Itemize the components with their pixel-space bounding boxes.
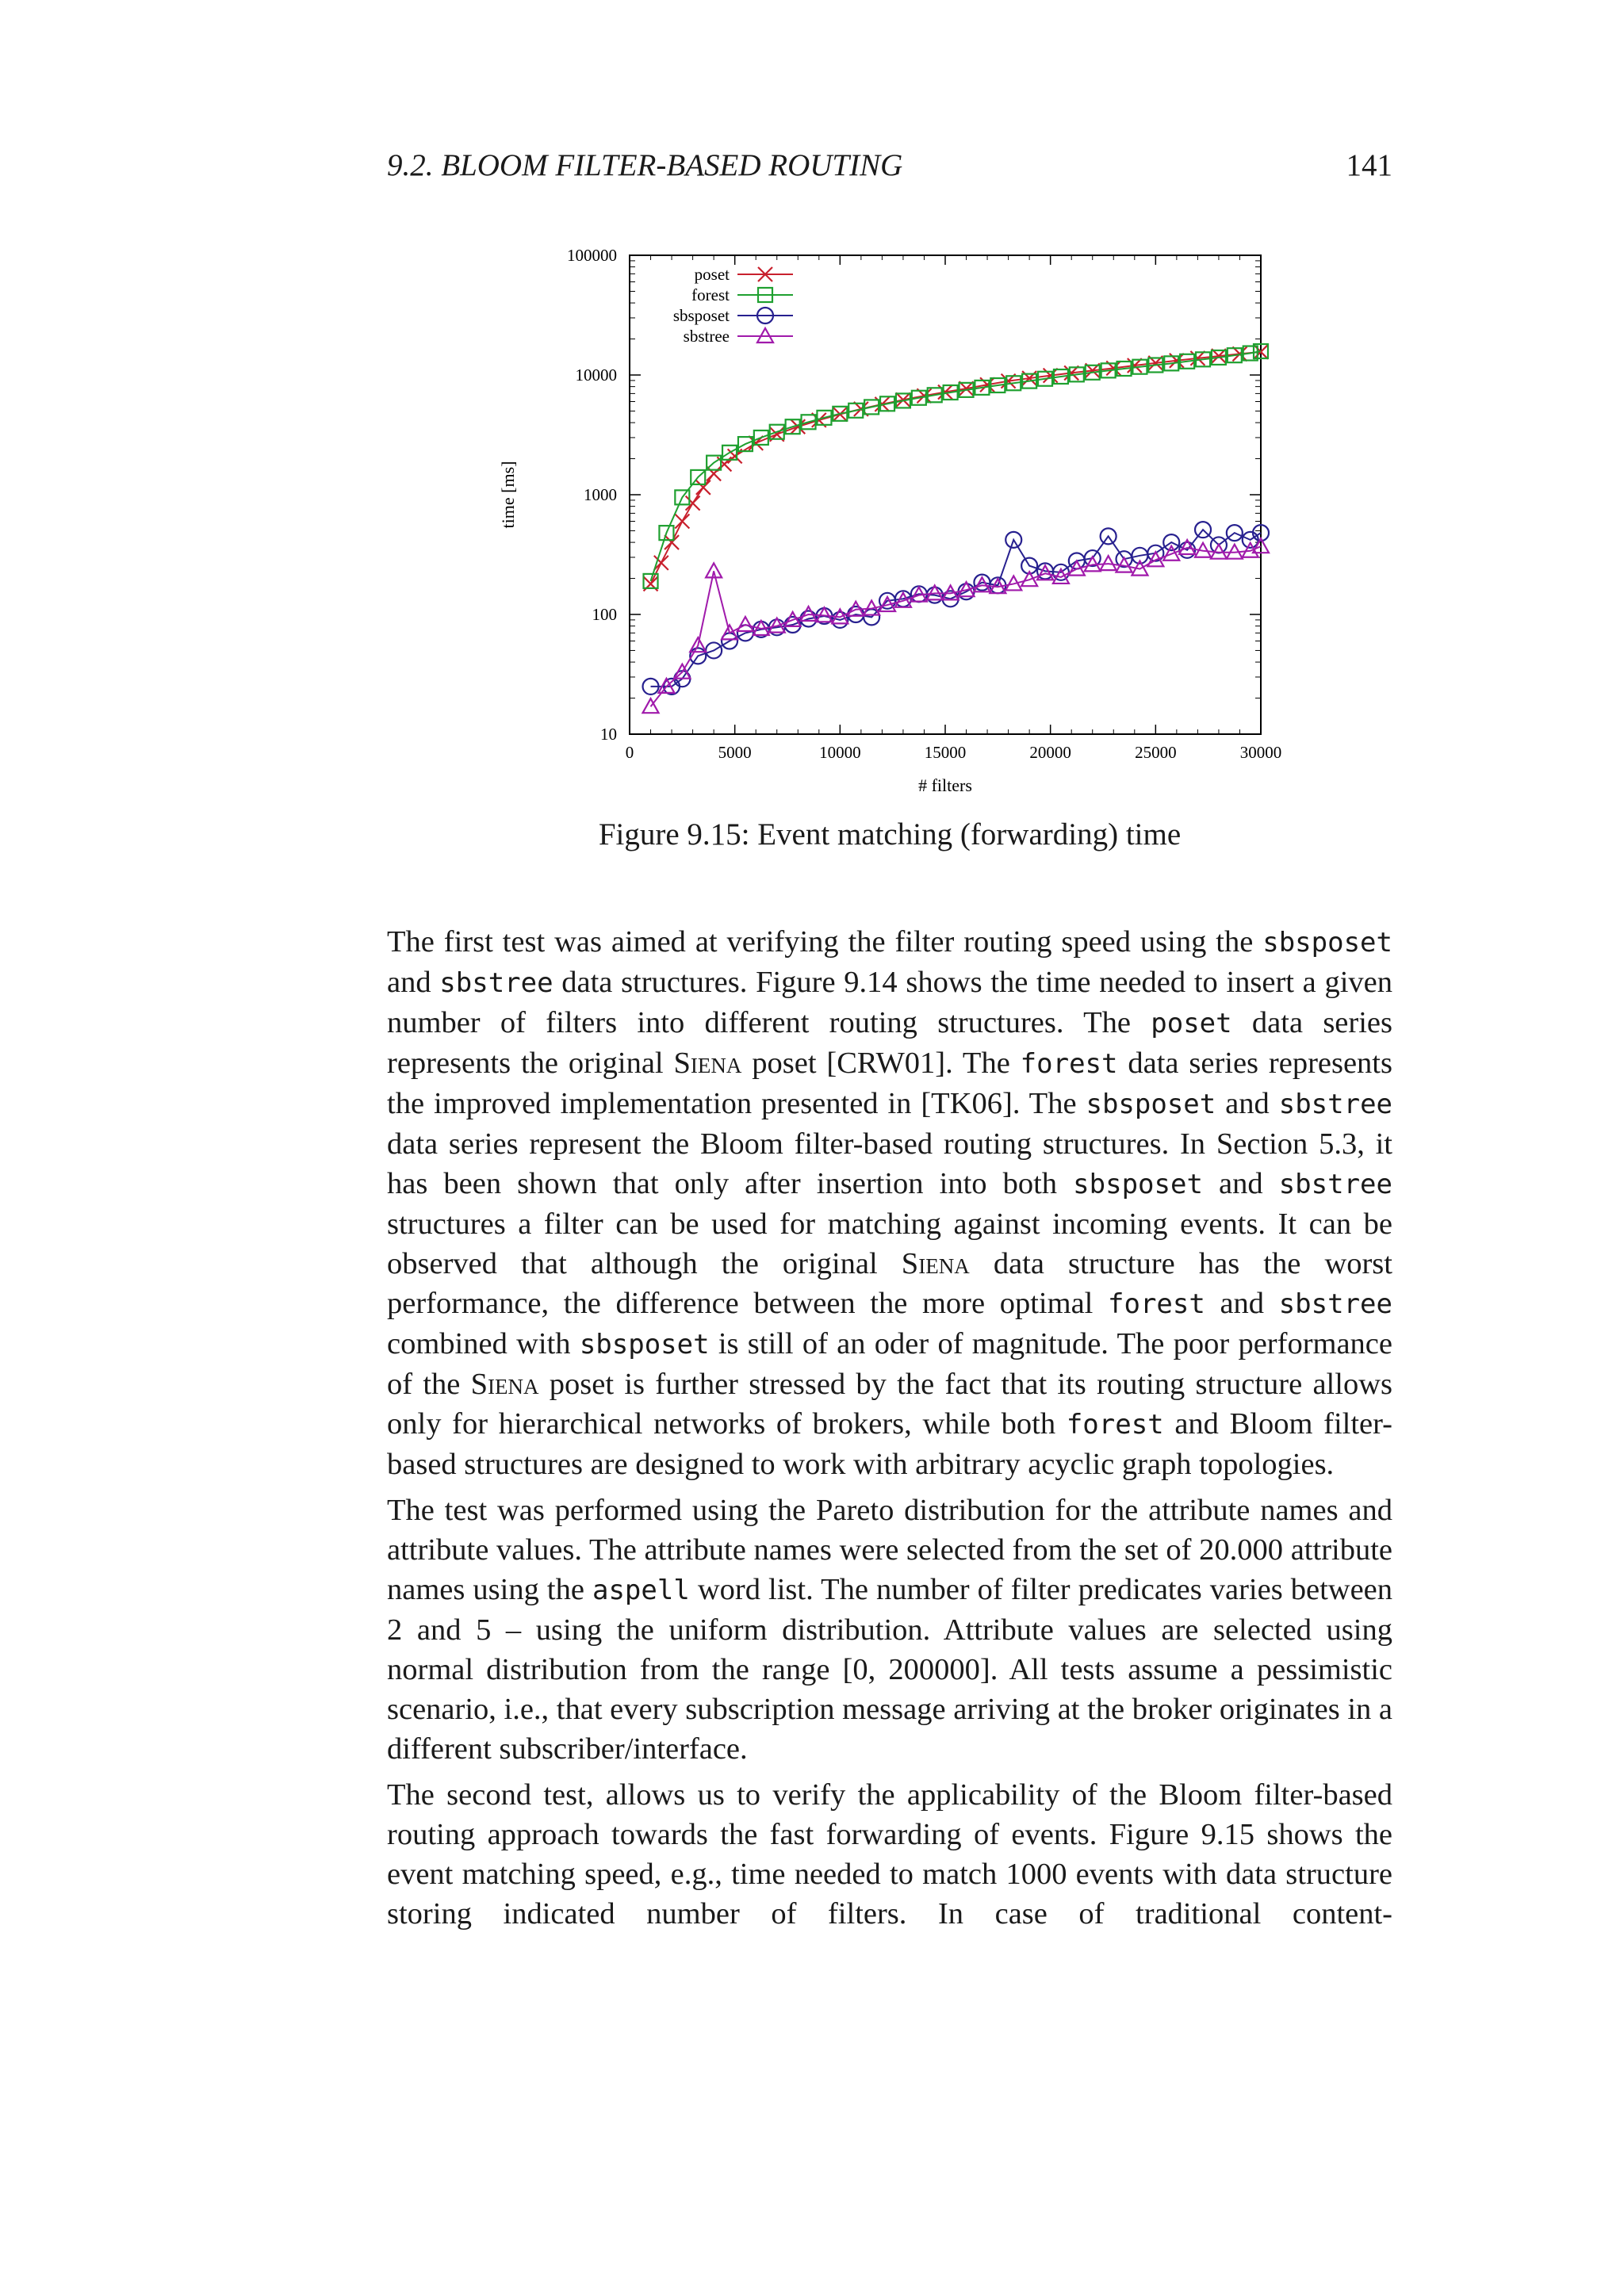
text-run: The first test was aimed at verifying the filter routing speed using the <box>387 925 1263 959</box>
legend-label-poset: poset <box>694 265 730 284</box>
text-run: combined with <box>387 1327 580 1360</box>
legend-label-sbsposet: sbsposet <box>672 306 730 325</box>
text-run: data series represents the original <box>387 1006 1392 1080</box>
small-caps-term: Siena <box>470 1368 539 1401</box>
code-term: sbsposet <box>579 1329 710 1360</box>
text-run: poset [CRW01]. The <box>741 1047 1021 1080</box>
text-run: data series represent the Bloom filter-based routing structures. In Section 5.3, it has been shown that only after insertion into both <box>387 1127 1392 1200</box>
series-poset-point <box>665 535 679 549</box>
y-axis-label: time [ms] <box>498 461 518 529</box>
series-poset-point <box>675 514 689 528</box>
x-tick-label: 5000 <box>718 743 752 762</box>
text-run: and Bloom filter-based structures are designed to work with arbitrary acyclic graph topologies. <box>387 1407 1393 1481</box>
y-tick-label: 100000 <box>567 246 617 265</box>
event-matching-chart <box>476 236 1300 807</box>
chart-series <box>643 344 1269 713</box>
series-sbstree-point <box>706 563 722 577</box>
text-run: data structure has the worst performance, the difference between the more optimal <box>387 1247 1392 1320</box>
figure-caption: Figure 9.15: Event matching (forwarding) time <box>598 817 1182 851</box>
series-sbstree-line <box>651 546 1261 706</box>
x-axis-label: # filters <box>918 775 972 795</box>
text-run: is still of an oder of magnitude. The poor performance of the <box>387 1327 1392 1401</box>
text-run: data structures. Figure 9.14 shows the time needed to insert a given number of filters into different routing structures. The <box>387 966 1392 1039</box>
paragraph-3 <box>387 1775 1392 1934</box>
y-tick-label: 10000 <box>575 365 617 385</box>
running-head <box>387 147 1392 189</box>
paragraph-1 <box>387 922 1392 1484</box>
text-run: word list. The number of filter predicates varies between 2 and 5 – using the uniform distribution. Attribute values are selected using normal distribution from the range [0, 200000]. All tests assume a pessimistic scenario, i.e., that every subscription message arriving at the broker originates in a different subscriber/interface. <box>387 1573 1392 1766</box>
x-tick-label: 20000 <box>1029 743 1071 762</box>
x-tick-label: 15000 <box>924 743 967 762</box>
series-poset-point <box>686 496 700 511</box>
text-run: The test was performed using the Pareto distribution for the attribute names and attribute values. The attribute names were selected from the set of 20.000 attribute names using the <box>387 1494 1392 1606</box>
text-run: structures a filter can be used for matching against incoming events. It can be observed that although the original <box>387 1207 1392 1280</box>
text-run: poset is further stressed by the fact that its routing structure allows only for hierarchical networks of brokers, while both <box>387 1368 1392 1441</box>
code-term: sbsposet <box>1086 1089 1216 1120</box>
running-head-section: 9.2. BLOOM FILTER-BASED ROUTING <box>387 148 903 182</box>
text-run: data series represents the improved implementation presented in [TK06]. The <box>387 1047 1392 1120</box>
code-term: sbsposet <box>1073 1169 1203 1200</box>
x-tick-label: 10000 <box>819 743 861 762</box>
code-term: aspell <box>592 1575 690 1606</box>
legend-label-sbstree: sbstree <box>683 327 730 346</box>
text-run: and <box>1216 1087 1279 1120</box>
code-term: sbsposet <box>1262 927 1392 959</box>
small-caps-term: Siena <box>673 1047 742 1080</box>
x-tick-label: 25000 <box>1135 743 1177 762</box>
page-number: 141 <box>1346 148 1392 182</box>
code-term: poset <box>1151 1008 1232 1039</box>
x-tick-label: 0 <box>625 743 634 762</box>
series-poset-point <box>696 480 710 495</box>
series-sbstree <box>643 538 1269 713</box>
series-poset <box>644 345 1268 591</box>
code-term: sbstree <box>439 967 553 999</box>
small-caps-term: Siena <box>901 1247 970 1280</box>
y-tick-label: 100 <box>592 605 617 624</box>
code-term: sbstree <box>1278 1288 1392 1320</box>
text-run: and <box>387 966 440 999</box>
body-text <box>387 922 1392 1940</box>
series-sbsposet <box>643 522 1269 695</box>
code-term: forest <box>1108 1288 1205 1320</box>
legend-label-forest: forest <box>691 285 730 304</box>
series-sbsposet-line <box>651 530 1261 687</box>
code-term: forest <box>1020 1048 1118 1080</box>
code-term: sbstree <box>1278 1089 1393 1120</box>
text-run: and <box>1202 1167 1279 1200</box>
y-tick-label: 1000 <box>584 485 617 504</box>
text-run: and <box>1205 1287 1279 1320</box>
code-term: sbstree <box>1278 1169 1392 1200</box>
series-forest-point <box>644 574 658 588</box>
y-tick-label: 10 <box>600 725 617 744</box>
code-term: forest <box>1066 1409 1164 1441</box>
text-run: The second test, allows us to verify the applicability of the Bloom filter-based routing approach towards the fast forwarding of events. Figure 9.15 shows the event matching speed, e.g., time needed to match 1000 events with data structure storing indicated number of filters. In case of traditional content- <box>387 1778 1392 1931</box>
x-tick-label: 30000 <box>1239 743 1282 762</box>
paragraph-2 <box>387 1490 1392 1769</box>
chart-legend <box>673 265 793 346</box>
